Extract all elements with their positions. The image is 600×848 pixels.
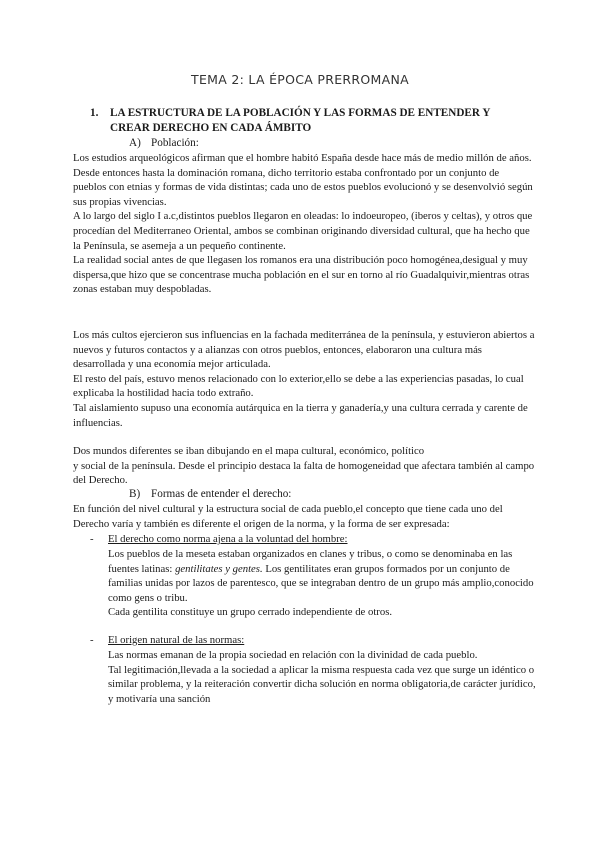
paragraph-block-d (73, 502, 535, 531)
bullet-paragraph: Tal legitimación,llevada a la sociedad a aplicar la misma respuesta cada vez que surge un idéntico o similar problema, y la reiteración convertir dicha solución en norma obligatoria,de carácter jurídico, y motivaría una sanción (108, 663, 536, 705)
paragraph: Dos mundos diferentes se iban dibujando en el mapa cultural, económico, político (73, 445, 425, 457)
paragraph: Los estudios arqueológicos afirman que el hombre habitó España desde hace más de medio millón de años. (73, 152, 532, 164)
subsection-a-label: Población: (151, 137, 199, 149)
bullet-paragraph (108, 547, 536, 605)
paragraph: y social de la península. Desde el principio destaca la falta de homogeneidad que afectara también al campo del Derecho. (73, 459, 535, 487)
bullet-paragraph: Las normas emanan de la propia sociedad en relación con la divinidad de cada pueblo. (108, 649, 478, 661)
section-number: 1. (90, 107, 99, 119)
subsection-a (129, 137, 199, 149)
bullet-dash: - (90, 533, 94, 545)
paragraph: El resto del país, estuvo menos relacionado con lo exterior,ello se debe a las experiencias pasadas, lo cual explicaba la hostilidad hacia todo extraño. (73, 372, 524, 400)
bullet-paragraph: Cada gentilita constituye un grupo cerrado independiente de otros. (108, 606, 393, 619)
paragraph: Tal aislamiento supuso una economía autárquica en la tierra y ganadería,y una cultura cerrada y carente de influencias. (73, 401, 528, 429)
section-heading-line-1: LA ESTRUCTURA DE LA POBLACIÓN Y LAS FORMAS DE ENTENDER Y (110, 107, 491, 119)
subsection-b-label: Formas de entender el derecho: (151, 488, 292, 500)
paragraph: A lo largo del siglo I a.c,distintos pueblos llegaron en oleadas: lo indoeuropeo, (iberos y celtas), y otros que procedían del Mediterraneo Oriental, ambos se combinan originando diversidad cultural, que ha hecho que la Península, se asemeja a un pequeño continente. (73, 210, 533, 252)
section-heading (90, 106, 540, 136)
paragraph-block-b (73, 328, 535, 430)
paragraph-block-a (73, 151, 535, 297)
paragraph-block-c (73, 444, 535, 488)
bullet-body (108, 547, 536, 620)
paragraph: Los más cultos ejercieron sus influencias en la fachada mediterránea de la península, y estuvieron abiertos a nuevos y futuros contactos y a alianzas con otros pueblos, entonces, elaboraron una cultura más desarrollada y una economía mejor articulada. (73, 329, 535, 371)
subsection-b-letter: B) (129, 488, 141, 500)
bullet-title: El origen natural de las normas: (108, 634, 245, 646)
paragraph: La realidad social antes de que llegasen los romanos era una distribución poco homogénea,desigual y muy dispersa,que hizo que se concentrase mucha población en el sur en torno al río Guadalquivir,mientras otras zonas estaban muy despobladas. (73, 254, 530, 296)
section-heading-line-2: CREAR DERECHO EN CADA ÁMBITO (110, 122, 312, 134)
bullet-title: El derecho como norma ajena a la voluntad del hombre: (108, 533, 348, 545)
subsection-a-letter: A) (129, 137, 141, 149)
paragraph: Desde entonces hasta la dominación romana, dicho territorio estaba confrontado por un conjunto de pueblos con etnias y formas de vida distintas; cada uno de estos pueblos evolucionó y se desenvolvió según sus propias vivencias. (73, 166, 533, 208)
paragraph: En función del nivel cultural y la estructura social de cada pueblo,el concepto que tiene cada uno del Derecho varía y también es diferente el origen de la norma, y la forma de ser expresada: (73, 503, 503, 530)
bullet-text: Los gentilitates eran grupos formados por un conjunto de familias unidas por lazos de parentesco, que se integraban dentro de un grupo más amplio,conocido como gens o tribu. (108, 562, 534, 604)
bullet-dash: - (90, 634, 94, 646)
page-title: TEMA 2: LA ÉPOCA PRERROMANA (191, 72, 409, 87)
bullet-body (108, 648, 536, 706)
bullet-italic-text: gentilitates y gentes. (175, 562, 263, 575)
subsection-b (129, 488, 291, 500)
bullet-text: Los pueblos de la meseta estaban organizados en clanes y tribus, o como se denominaba en las fuentes latinas: (108, 548, 513, 575)
